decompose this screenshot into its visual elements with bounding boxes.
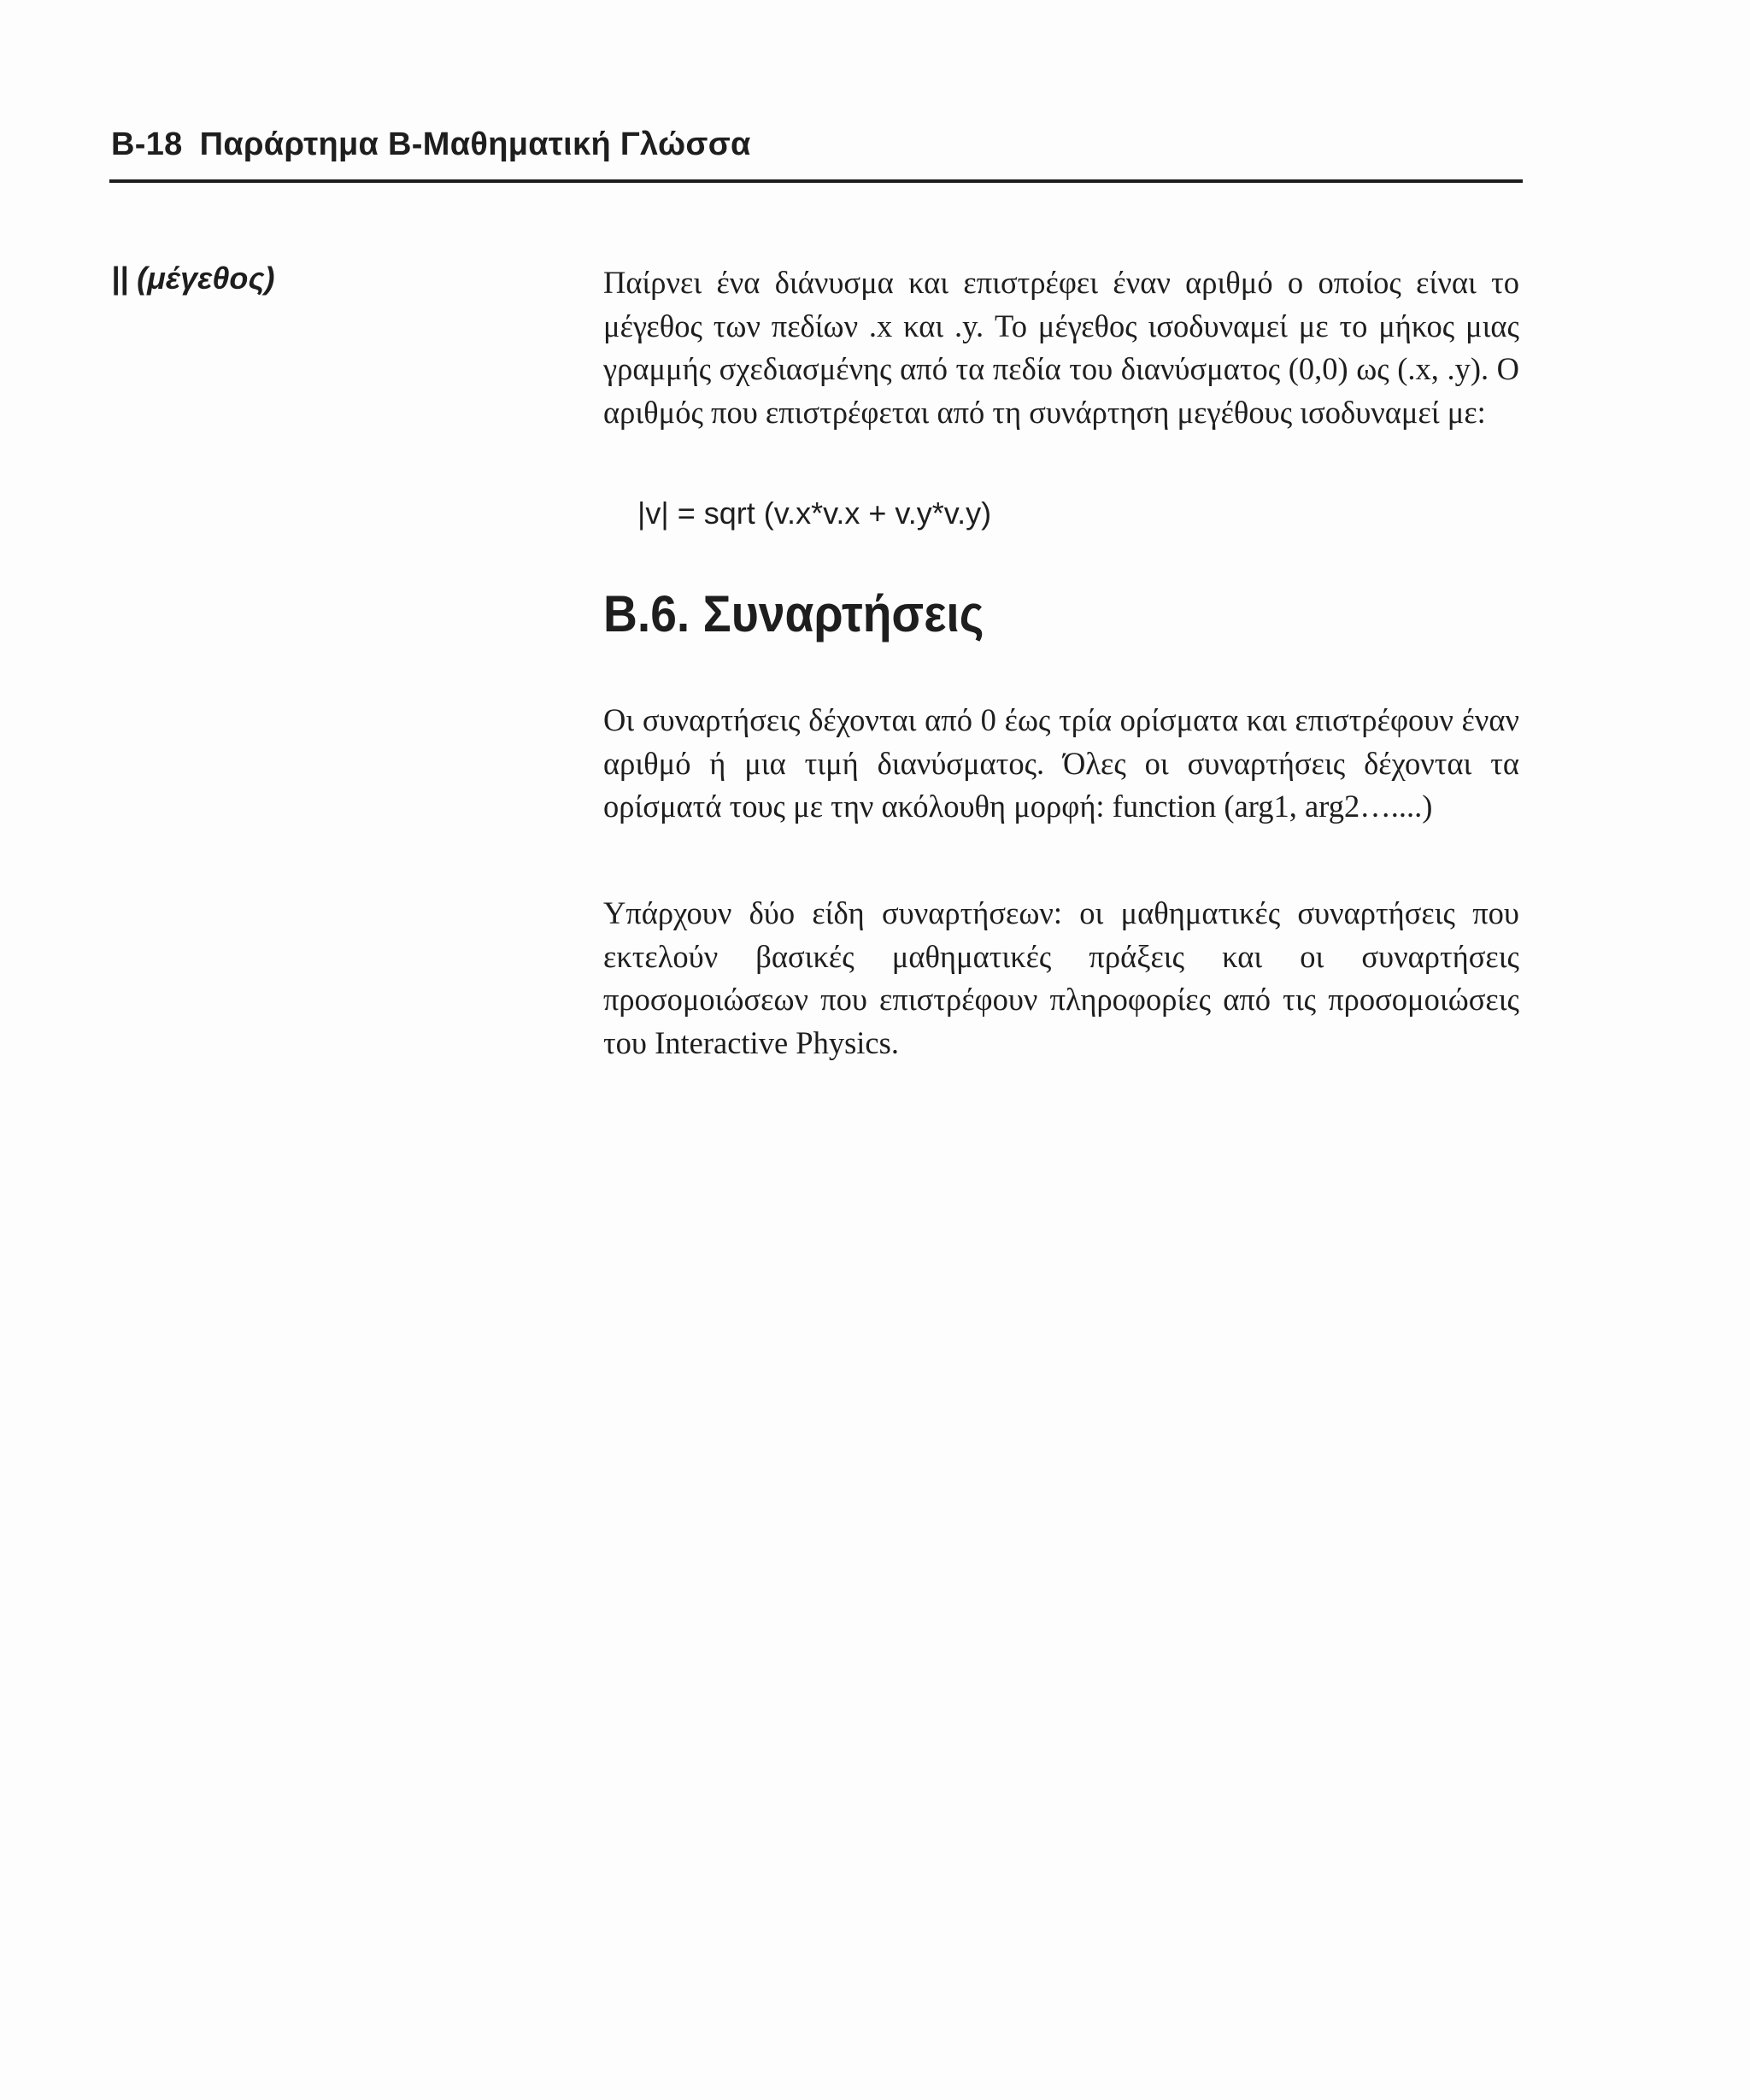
- header-divider: [109, 179, 1523, 183]
- entry-description: Παίρνει ένα διάνυσμα και επιστρέφει έναν αριθμό ο οποίος είναι το μέγεθος των πεδίων .x και .y. Το μέγεθος ισοδυναμεί με το μήκος μιας γραμμής σχεδιασμένης από τα πεδία του διανύσματος (0,0) ως (.x, .y). Ο αριθμός που επιστρέφεται από τη συνάρτηση μεγέθους ισοδυναμεί με:: [603, 265, 1519, 430]
- running-header: [111, 126, 751, 163]
- header-title: Παράρτημα Β-Μαθηματική Γλώσσα: [199, 126, 751, 162]
- section-paragraph-1: Οι συναρτήσεις δέχονται από 0 έως τρία ορίσματα και επιστρέφουν έναν αριθμό ή μια τιμή διανύσματος. Όλες οι συναρτήσεις δέχονται τα ορίσματά τους με την ακόλουθη μορφή: function (arg1, arg2…....): [603, 702, 1519, 824]
- entry-term: || (μέγεθος): [111, 261, 275, 296]
- page-number: B-18: [111, 126, 183, 162]
- magnitude-formula: |v| = sqrt (v.x*v.x + v.y*v.y): [637, 496, 992, 531]
- section-paragraph-2: Υπάρχουν δύο είδη συναρτήσεων: οι μαθηματικές συναρτήσεις που εκτελούν βασικές μαθηματικές πράξεις και οι συναρτήσεις προσομοιώσεων που επιστρέφουν πληροφορίες από τις προσομοιώσεις του Interactive Physics.: [603, 895, 1519, 1060]
- section-heading: B.6. Συναρτήσεις: [603, 585, 984, 642]
